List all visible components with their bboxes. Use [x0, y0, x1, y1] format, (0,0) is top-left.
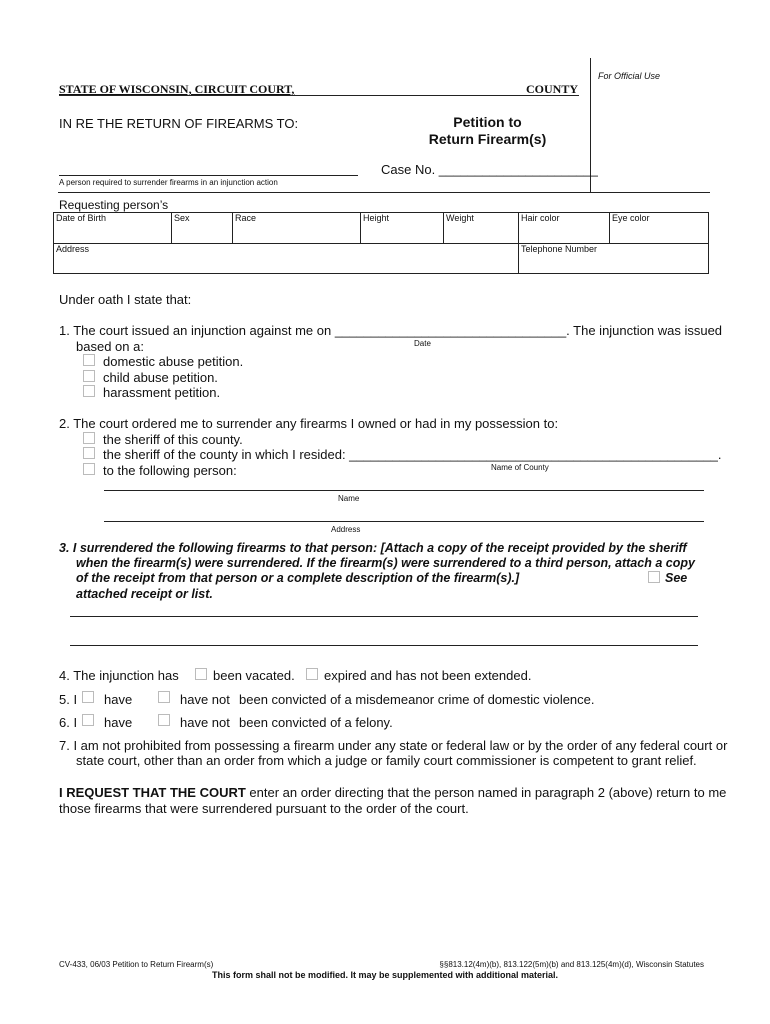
- p5-have-label: have: [104, 692, 133, 707]
- p6-have-checkbox[interactable]: [82, 714, 94, 726]
- p4-lead: 4. The injunction has: [59, 668, 179, 683]
- height-field[interactable]: Height: [363, 213, 390, 223]
- p5-have-not-label: have not: [180, 692, 230, 707]
- child-abuse-label: child abuse petition.: [103, 370, 218, 385]
- official-use-label: For Official Use: [598, 71, 661, 81]
- eye-color-field[interactable]: Eye color: [612, 213, 650, 223]
- p5-have-not-checkbox[interactable]: [158, 691, 170, 703]
- following-person-checkbox[interactable]: [83, 463, 95, 475]
- person-name-line[interactable]: [104, 490, 704, 491]
- following-person-label: to the following person:: [103, 463, 237, 478]
- p6-have-not-label: have not: [180, 715, 230, 730]
- respondent-caption: A person required to surrender firearms in an injunction action: [59, 178, 278, 187]
- sheriff-this-county-label: the sheriff of this county.: [103, 432, 243, 447]
- respondent-name-line[interactable]: [59, 175, 358, 176]
- request-line1: [59, 785, 726, 800]
- p3-line2: when the firearm(s) were surrendered. If the firearm(s) were surrendered to a third person, attach a copy: [76, 556, 695, 570]
- p6-have-not-checkbox[interactable]: [158, 714, 170, 726]
- hair-color-field[interactable]: Hair color: [521, 213, 560, 223]
- statutes-citation: §§813.12(4m)(b), 813.122(5m)(b) and 813.125(4m)(d), Wisconsin Statutes: [439, 960, 704, 969]
- sheriff-this-county-checkbox[interactable]: [83, 432, 95, 444]
- case-number-field[interactable]: Case No. ______________________: [381, 162, 598, 177]
- p7-line1: 7. I am not prohibited from possessing a firearm under any state or federal law or by the order of any federal court or: [59, 738, 728, 753]
- requesting-title: Requesting person’s: [59, 198, 169, 212]
- person-address-line[interactable]: [104, 521, 704, 522]
- p6-lead: 6. I: [59, 715, 78, 730]
- sex-field[interactable]: Sex: [174, 213, 190, 223]
- p3-line3: of the receipt from that person or a complete description of the firearm(s).]: [76, 571, 520, 585]
- county-line: [59, 95, 579, 96]
- oath-statement: Under oath I state that:: [59, 292, 192, 307]
- court-heading: STATE OF WISCONSIN, CIRCUIT COURT,: [59, 82, 295, 96]
- p6-have-label: have: [104, 715, 133, 730]
- firearms-description-line-1[interactable]: [70, 616, 698, 617]
- p3-line4: attached receipt or list.: [76, 587, 213, 601]
- county-label: COUNTY: [526, 82, 579, 96]
- form-id: CV-433, 06/03 Petition to Return Firearm(s): [59, 960, 214, 969]
- p2-text: 2. The court ordered me to surrender any firearms I owned or had in my possession to:: [59, 416, 559, 431]
- p7-line2: state court, other than an order from which a judge or family court commissioner is competent to grant relief.: [76, 753, 697, 768]
- see-attached-checkbox[interactable]: [648, 571, 660, 583]
- col-divider: [360, 212, 361, 243]
- in-re-label: IN RE THE RETURN OF FIREARMS TO:: [59, 116, 299, 131]
- p1-text: 1. The court issued an injunction against me on ________________________________. The injunction was issued: [59, 323, 723, 338]
- form-title-line2: Return Firearm(s): [428, 131, 547, 147]
- address-field[interactable]: Address: [56, 244, 90, 254]
- col-divider: [443, 212, 444, 243]
- p5-text: been convicted of a misdemeanor crime of domestic violence.: [239, 692, 595, 707]
- form-notice: This form shall not be modified. It may be supplemented with additional material.: [211, 970, 559, 980]
- p1-date-caption: Date: [414, 339, 431, 348]
- person-name-caption: Name: [338, 494, 360, 503]
- col-divider: [232, 212, 233, 243]
- firearms-description-line-2[interactable]: [70, 645, 698, 646]
- sheriff-resided-county-checkbox[interactable]: [83, 447, 95, 459]
- request-line2: those firearms that were surrendered pursuant to the order of the court.: [59, 801, 469, 816]
- person-address-caption: Address: [331, 525, 361, 534]
- col-divider: [518, 212, 519, 274]
- harassment-label: harassment petition.: [103, 385, 221, 400]
- child-abuse-checkbox[interactable]: [83, 370, 95, 382]
- sheriff-resided-county-label[interactable]: the sheriff of the county in which I resided: ___________________________________________________.: [103, 447, 722, 462]
- expired-label: expired and has not been extended.: [324, 668, 532, 683]
- date-of-birth-field[interactable]: Date of Birth: [56, 213, 107, 223]
- see-label: See: [665, 571, 688, 585]
- telephone-field[interactable]: Telephone Number: [521, 244, 598, 254]
- p5-have-checkbox[interactable]: [82, 691, 94, 703]
- col-divider: [171, 212, 172, 243]
- vacated-checkbox[interactable]: [195, 668, 207, 680]
- vacated-label: been vacated.: [213, 668, 295, 683]
- domestic-abuse-checkbox[interactable]: [83, 354, 95, 366]
- header-bottom-rule: [58, 192, 710, 193]
- county-name-caption: Name of County: [491, 463, 549, 472]
- p1-based-on: based on a:: [76, 339, 144, 354]
- weight-field[interactable]: Weight: [446, 213, 474, 223]
- expired-checkbox[interactable]: [306, 668, 318, 680]
- harassment-checkbox[interactable]: [83, 385, 95, 397]
- request-rest: enter an order directing that the person named in paragraph 2 (above) return to me: [245, 785, 727, 800]
- request-bold: I REQUEST THAT THE COURT: [59, 785, 246, 800]
- form-title-line1: Petition to: [453, 114, 522, 130]
- p3-line1: 3. I surrendered the following firearms to that person: [Attach a copy of the receipt provided by the sheriff: [59, 541, 687, 555]
- domestic-abuse-label: domestic abuse petition.: [103, 354, 244, 369]
- p5-lead: 5. I: [59, 692, 78, 707]
- form-title: [400, 114, 575, 148]
- race-field[interactable]: Race: [235, 213, 257, 223]
- p6-text: been convicted of a felony.: [239, 715, 393, 730]
- requesting-table-row-divider: [53, 243, 709, 244]
- col-divider: [609, 212, 610, 243]
